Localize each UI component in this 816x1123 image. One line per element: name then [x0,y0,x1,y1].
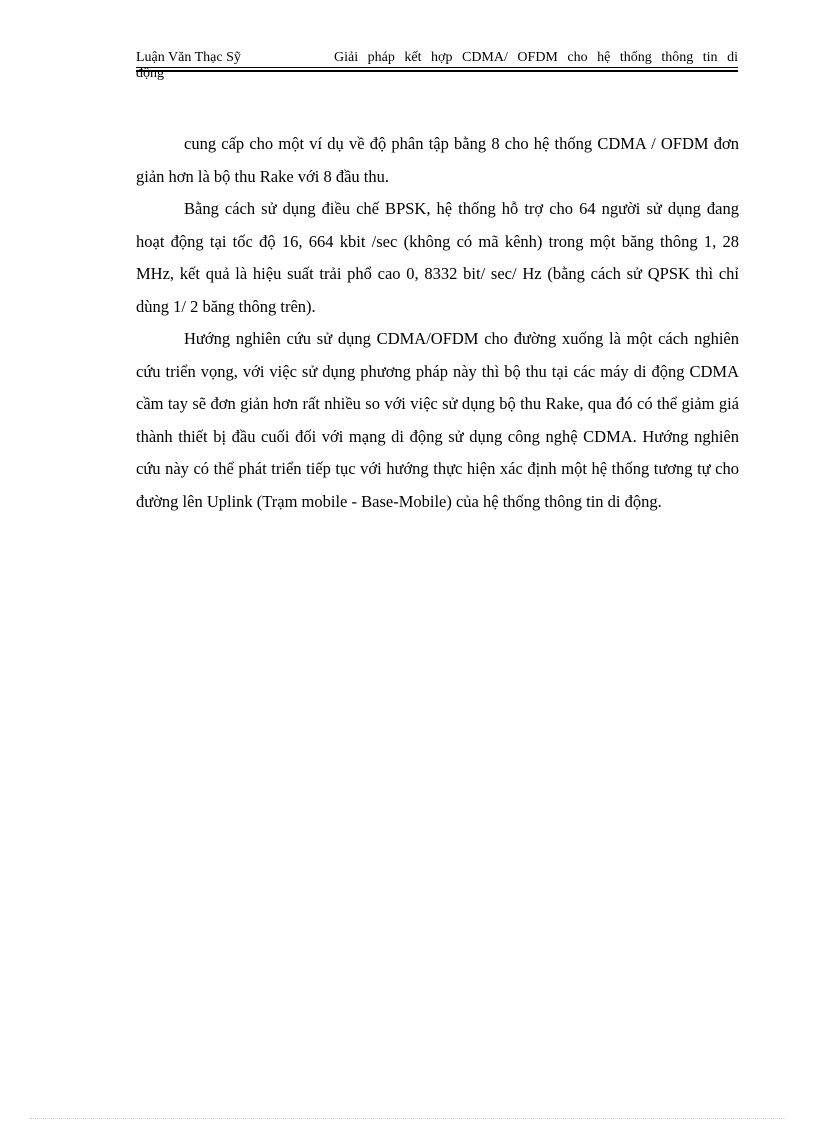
header-thesis-title: Giải pháp kết hợp CDMA/ OFDM cho hệ thống thông tin di [334,50,738,65]
paragraph: Bằng cách sử dụng điều chế BPSK, hệ thống hỗ trợ cho 64 người sử dụng đang hoạt động tại tốc độ 16, 664 kbit /sec (không có mã kênh) trong một băng thông 1, 28 MHz, kết quả là hiệu suất trải phổ cao 0, 8332 bit/ sec/ Hz (bằng cách sử QPSK thì chỉ dùng 1/ 2 băng thông trên). [136,199,739,316]
paragraph: cung cấp cho một ví dụ về độ phân tập bằng 8 cho hệ thống CDMA / OFDM đơn giản hơn là bộ thu Rake với 8 đầu thu. [136,134,739,186]
paragraph: Hướng nghiên cứu sử dụng CDMA/OFDM cho đường xuống là một cách nghiên cứu triển vọng, với việc sử dụng phương pháp này thì bộ thu tại các máy di động CDMA cầm tay sẽ đơn giản hơn rất nhiều so với việc sử dụng bộ thu Rake, qua đó có thể giảm giá thành thiết bị đầu cuối đối với mạng di động sử dụng công nghệ CDMA. Hướng nghiên cứu này có thể phát triển tiếp tục với hướng thực hiện xác định một hệ thống tương tự cho đường lên Uplink (Trạm mobile - Base-Mobile) của hệ thống thông tin di động. [136,329,739,511]
header-rule-thick [136,70,738,72]
header-rule-thin [136,67,738,68]
header-title-continuation: động [136,66,164,81]
header-thesis-type: Luận Văn Thạc Sỹ [136,50,241,65]
page-bottom-border [30,1118,786,1119]
header-row [136,50,738,66]
page-header [136,50,738,81]
document-body [136,128,739,518]
